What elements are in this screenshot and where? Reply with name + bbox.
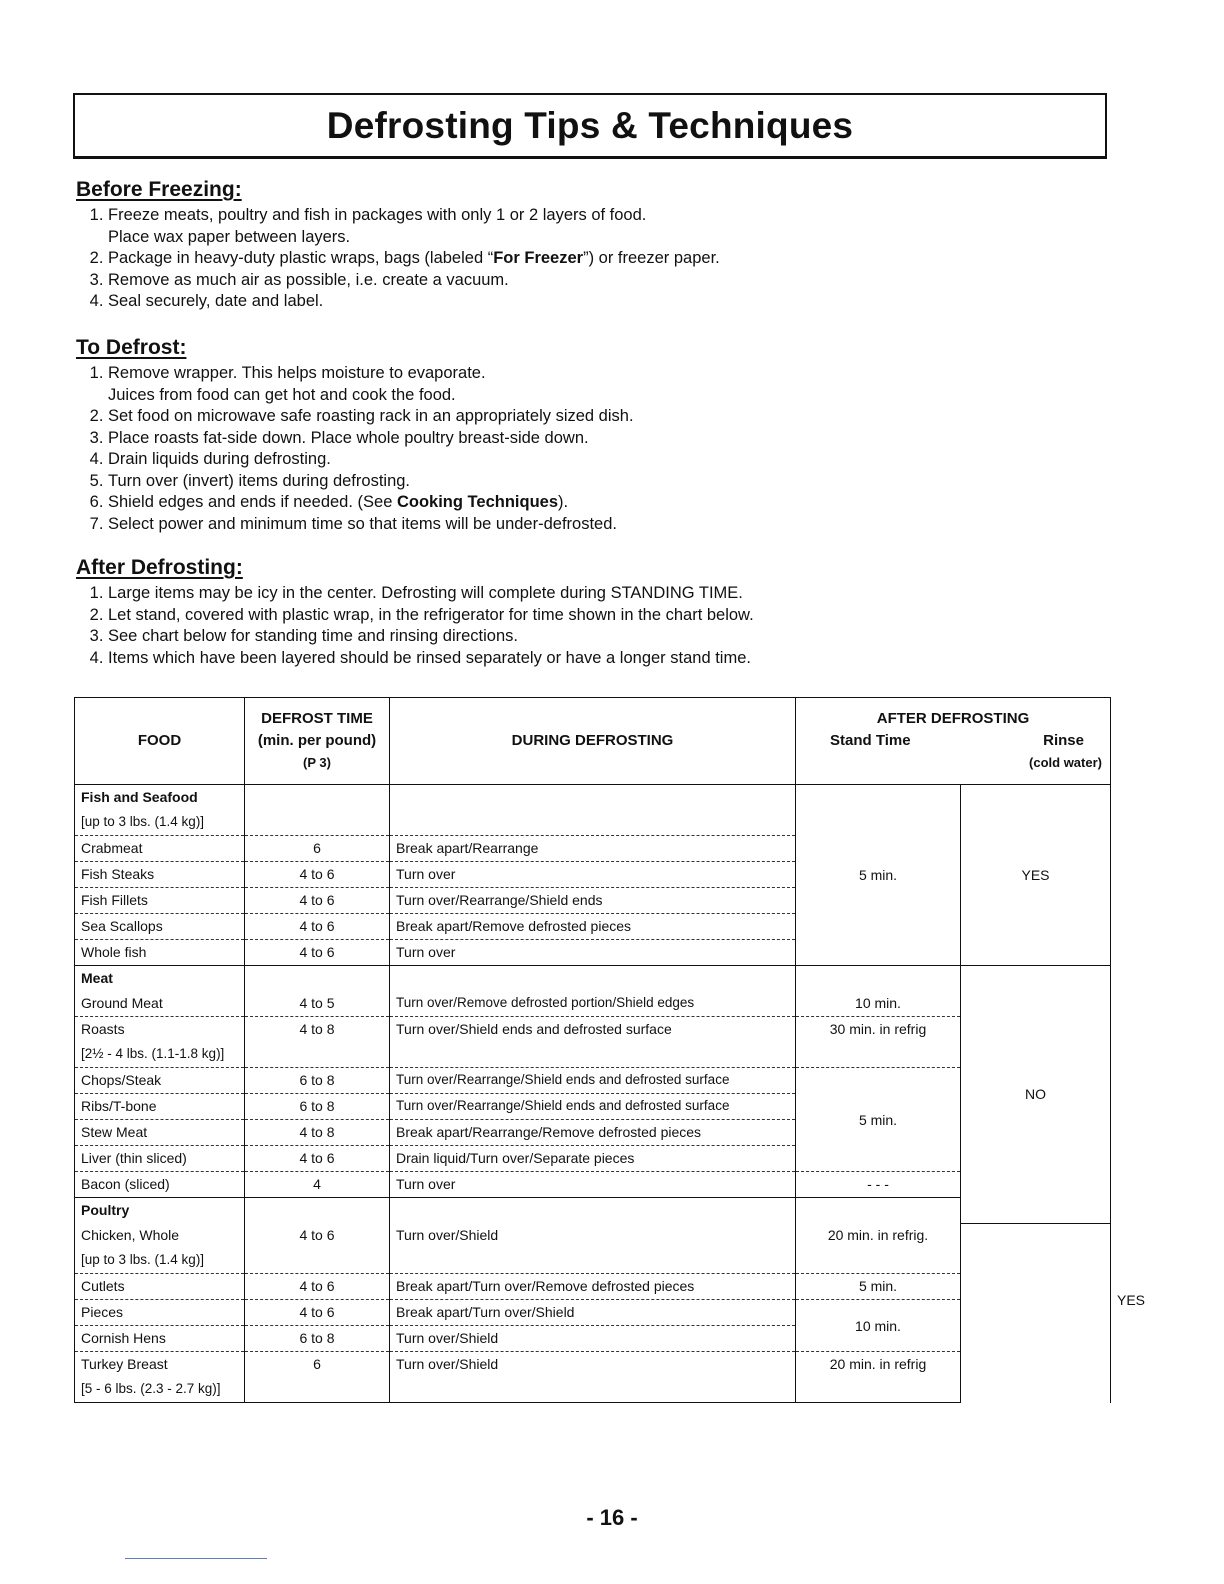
table-row: Stew Meat 4 to 8 Break apart/Rearrange/Remove defrosted pieces (75, 1120, 1111, 1146)
list-item: 1. Remove wrapper. This helps moisture to evaporate. Juices from food can get hot and cook the food. (108, 363, 1126, 406)
list-item: 3. Remove as much air as possible, i.e. create a vacuum. (108, 270, 1126, 292)
before-freezing-list (76, 205, 1126, 313)
list-item: 2. Set food on microwave safe roasting rack in an appropriately sized dish. (108, 406, 1126, 428)
table-row: Chicken, Whole 4 to 6 Turn over/Shield 20 min. in refrig. (75, 1223, 1111, 1248)
table-row: Chops/Steak 6 to 8 Turn over/Rearrange/Shield ends and defrosted surface 5 min. (75, 1068, 1111, 1094)
table-row: Fish Steaks 4 to 6 Turn over (75, 862, 1111, 888)
table-row: Whole fish 4 to 6 Turn over (75, 940, 1111, 966)
table-row (75, 785, 1111, 811)
header-defrost-time: DEFROST TIME (min. per pound) (P 3) (245, 698, 390, 785)
table-row: [up to 3 lbs. (1.4 kg)] (75, 810, 1111, 836)
list-item: 4. Items which have been layered should be rinsed separately or have a longer stand time. (108, 648, 1126, 670)
after-defrosting-section (76, 556, 1126, 669)
table-row: Cornish Hens 6 to 8 Turn over/Shield (75, 1326, 1111, 1352)
table-row: Poultry YES (75, 1198, 1111, 1224)
section-heading: To Defrost: (76, 336, 187, 359)
page-number: - 16 - (586, 1505, 638, 1530)
table-row: Fish Fillets 4 to 6 Turn over/Rearrange/Shield ends (75, 888, 1111, 914)
table-row: Ribs/T-bone 6 to 8 Turn over/Rearrange/Shield ends and defrosted surface (75, 1094, 1111, 1120)
list-item: 1. Large items may be icy in the center. Defrosting will complete during STANDING TIME. (108, 583, 1126, 605)
before-freezing-section (76, 178, 1126, 313)
stand-time-cell: 5 min. (796, 785, 961, 966)
header-after-defrosting: AFTER DEFROSTING Stand Time Rinse (cold water) (796, 698, 1111, 785)
section-heading: After Defrosting: (76, 556, 243, 579)
table-row: Turkey Breast 6 Turn over/Shield 20 min. in refrig (75, 1352, 1111, 1378)
header-food: FOOD (75, 698, 245, 785)
list-item: 7. Select power and minimum time so that items will be under-defrosted. (108, 514, 1126, 536)
rinse-cell: YES (961, 785, 1111, 966)
footer-rule (125, 1558, 267, 1559)
table-row (75, 966, 1111, 992)
to-defrost-section (76, 336, 1126, 535)
after-defrosting-list (76, 583, 1126, 669)
table-row: Liver (thin sliced) 4 to 6 Drain liquid/Turn over/Separate pieces (75, 1146, 1111, 1172)
table-row: [up to 3 lbs. (1.4 kg)] (75, 1248, 1111, 1274)
table-header-row (75, 698, 1111, 785)
stand-time-cell: 10 min. (796, 1300, 961, 1352)
list-item: 4. Seal securely, date and label. (108, 291, 1126, 313)
table-row: [5 - 6 lbs. (2.3 - 2.7 kg)] (75, 1377, 1111, 1403)
table-row: Ground Meat 4 to 5 Turn over/Remove defrosted portion/Shield edges 10 min. (75, 991, 1111, 1017)
category-label: Poultry (75, 1198, 245, 1224)
category-label: Meat (75, 966, 245, 992)
table-row: [2½ - 4 lbs. (1.1-1.8 kg)] (75, 1042, 1111, 1068)
title-box (73, 93, 1107, 159)
list-item: 1. Freeze meats, poultry and fish in packages with only 1 or 2 layers of food. Place wax paper between layers. (108, 205, 1126, 248)
page-title: Defrosting Tips & Techniques (326, 104, 854, 146)
rinse-cell: NO (961, 966, 1111, 1224)
to-defrost-list (76, 363, 1126, 535)
list-item: 2. Let stand, covered with plastic wrap, in the refrigerator for time shown in the chart below. (108, 605, 1126, 627)
table-row: Bacon (sliced) 4 Turn over - - - (75, 1172, 1111, 1198)
table-row: Pieces 4 to 6 Break apart/Turn over/Shield 10 min. (75, 1300, 1111, 1326)
defrost-chart-table (74, 697, 1146, 1403)
list-item: 6. Shield edges and ends if needed. (See Cooking Techniques). (108, 492, 1126, 514)
list-item: 5. Turn over (invert) items during defrosting. (108, 471, 1126, 493)
header-during-defrosting: DURING DEFROSTING (390, 698, 796, 785)
section-heading: Before Freezing: (76, 178, 242, 201)
list-item: 3. See chart below for standing time and rinsing directions. (108, 626, 1126, 648)
stand-time-cell: 5 min. (796, 1068, 961, 1172)
list-item: 3. Place roasts fat-side down. Place whole poultry breast-side down. (108, 428, 1126, 450)
list-item: 2. Package in heavy-duty plastic wraps, bags (labeled “For Freezer”) or freezer paper. (108, 248, 1126, 270)
category-label: Fish and Seafood (75, 785, 245, 811)
table-row: Cutlets 4 to 6 Break apart/Turn over/Remove defrosted pieces 5 min. (75, 1274, 1111, 1300)
table-row: Roasts 4 to 8 Turn over/Shield ends and defrosted surface 30 min. in refrig (75, 1017, 1111, 1043)
table-row: Sea Scallops 4 to 6 Break apart/Remove defrosted pieces (75, 914, 1111, 940)
table-row: Crabmeat 6 Break apart/Rearrange (75, 836, 1111, 862)
list-item: 4. Drain liquids during defrosting. (108, 449, 1126, 471)
